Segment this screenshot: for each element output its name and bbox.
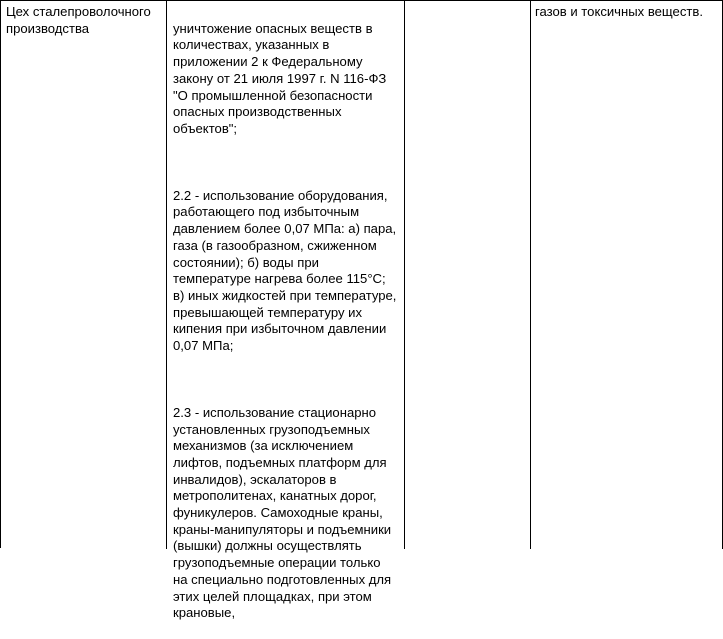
paragraph-2-3-lifting-mechanisms: 2.3 - использование стационарно установленных грузоподъемных механизмов (за исключением лифтов, подъемных платформ для инвалидов), эскалаторов в метрополитенах, канатных дорог, фуникулеров. Самоходные краны, краны-манипуляторы и подъемники (вышки) должны осуществлять грузоподъемные операции только на специально подготовленных для этих целей площадках, при этом крановые, [173, 404, 392, 621]
cell-hazard-description: газов и токсичных веществ. [535, 4, 703, 19]
cell-workshop-name: Цех сталепроволочного производства [6, 4, 151, 36]
paragraph-hazardous-substances: уничтожение опасных веществ в количествах, указанных в приложении 2 к Федеральному закону от 21 июля 1997 г. N 116-ФЗ "О промышленной безопасности опасных производственных объектов"; [173, 20, 387, 136]
column-divider-1 [166, 1, 167, 549]
column-divider-2 [404, 1, 405, 549]
column-divider-3 [530, 1, 531, 549]
cell-hazard-criteria [173, 4, 403, 639]
paragraph-2-2-pressure-equipment: 2.2 - использование оборудования, работающего под избыточным давлением более 0,07 МПа: а) пара, газа (в газообразном, сжиженном состоянии); б) воды при температуре нагрева более 115°С; в) иных жидкостей при температуре, превышающей температуру их кипения при избыточном давлении 0,07 МПа; [173, 187, 397, 354]
